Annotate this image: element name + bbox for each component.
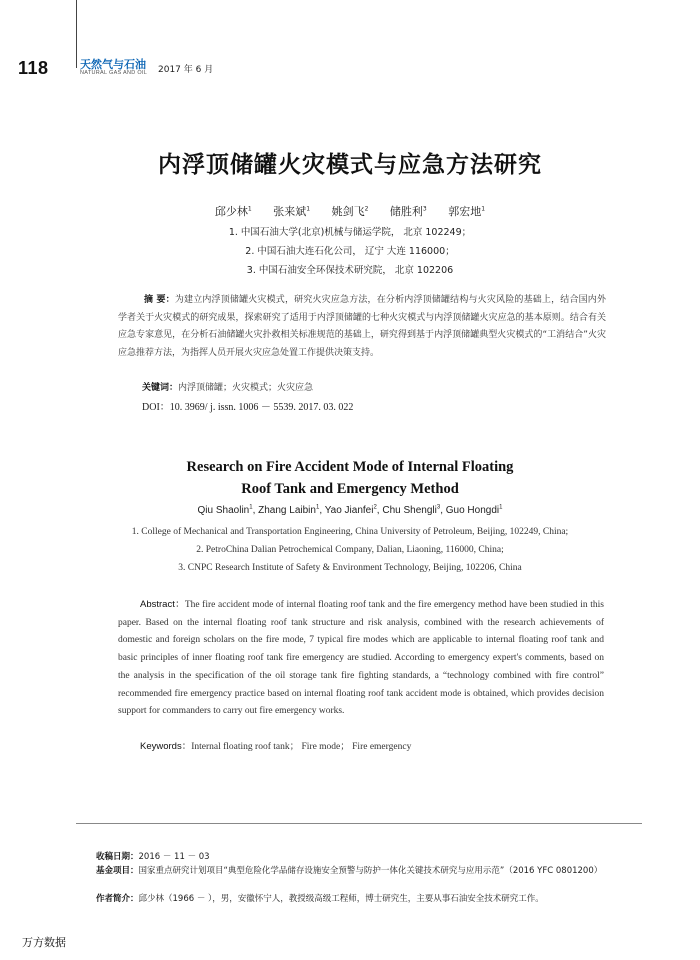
keywords-en-label: Keywords： [140, 741, 192, 752]
keywords-cn [142, 380, 313, 393]
affiliation-en: 3. CNPC Research Institute of Safety & Environment Technology, Beijing, 102206, China [178, 563, 522, 573]
footnote-received: 收稿日期：2016 － 11 － 03 [96, 852, 210, 862]
abstract-cn-label: 摘 要： [144, 295, 175, 305]
keywords-en [140, 738, 411, 752]
title-en-line: Roof Tank and Emergency Method [241, 481, 459, 497]
author-cn: 郭宏地$^1$ [448, 205, 486, 218]
abstract-cn [118, 292, 606, 362]
issue-date: 2017 年 6 月 [158, 65, 214, 75]
journal-logo-en: NATURAL GAS AND OIL [80, 70, 148, 76]
author-cn: 储胜利$^3$ [389, 205, 427, 218]
journal-logo-cn: 天然气与石油 [80, 58, 146, 71]
author-cn: 姚剑飞$^2$ [331, 205, 369, 218]
abstract-en [118, 596, 604, 721]
footnote-divider [76, 823, 642, 824]
affiliation-en: 2. PetroChina Dalian Petrochemical Company, Dalian, Liaoning, 116000, China; [196, 545, 504, 555]
affiliation-cn: 3. 中国石油安全环保技术研究院， 北京 102206 [246, 265, 454, 276]
author-cn: 张来斌$^1$ [273, 205, 311, 218]
keywords-cn-text: 内浮顶储罐；火灾模式；火灾应急 [178, 383, 314, 393]
title-en-line: Research on Fire Accident Mode of Internal Floating [186, 459, 514, 475]
footnote-fund: 基金项目：国家重点研究计划项目“典型危险化学品储存设施安全预警与防护一体化关键技术研究与应用示范”（2016 YFC 0801200） [96, 866, 603, 876]
abstract-cn-text: 为建立内浮顶储罐火灾模式，研究火灾应急方法，在分析内浮顶储罐结构与火灾风险的基础上，结合国内外学者关于火灾模式的研究成果，探索研究了适用于内浮顶储罐的七种火灾模式与内浮顶储罐火灾应急的基本原则。结合有关应急专家意见，在分析石油储罐火灾扑救相关标准规范的基础上，研究得到基于内浮顶储罐典型火灾模式的“工消结合”火灾应急推荐方法，为指挥人员开展火灾应急处置工作提供决策支持。 [118, 295, 606, 358]
footnote-author: 作者简介：邱少林（1966 － ），男，安徽怀宁人，教授级高级工程师，博士研究生，主要从事石油安全技术研究工作。 [96, 894, 544, 904]
footer-watermark: 万方数据 [22, 936, 66, 949]
abstract-en-text: The fire accident mode of internal floating roof tank and the fire emergency method have been studied in this paper. Based on the internal floating roof tank structure and risk analysis, combined with the research achievements of domestic and foreign scholars on the fire mode, 7 typical fire modes which are applicable to internal floating roof tank and basic principles of inner floating roof tank fire emergency are studied. According to emergency expert's comments, based on the analysis in the specification of the oil storage tank fire fighting standards, a “technology combined with fire control” recommended fire emergency practice based on internal floating roof tank accident mode is obtained, which provides decision support for commanders to carry out fire emergency works. [118, 600, 604, 717]
title-en [0, 456, 700, 500]
doi: DOI：10. 3969/ j. issn. 1006 － 5539. 2017. 03. 022 [142, 402, 354, 413]
author-en: Qiu Shaolin$^1$, [197, 505, 256, 517]
header-divider [76, 0, 77, 68]
keywords-en-text: Internal floating roof tank； Fire mode； Fire emergency [191, 742, 412, 752]
authors-en [0, 505, 700, 516]
page-number: 118 [18, 58, 49, 78]
page-title: 内浮顶储罐火灾模式与应急方法研究 [158, 151, 542, 178]
author-en: Chu Shengli$^3$, [382, 505, 443, 517]
author-en: Guo Hongdi$^1$ [445, 505, 503, 517]
affiliation-cn: 1. 中国石油大学(北京)机械与储运学院， 北京 102249； [228, 227, 472, 238]
author-en: Yao Jianfei$^2$, [324, 505, 380, 517]
authors-cn [0, 203, 700, 219]
abstract-en-label: Abstract： [140, 599, 185, 610]
affiliation-en: 1. College of Mechanical and Transportation Engineering, China University of Petroleum, Beijing, 102249, China; [131, 527, 569, 537]
author-en: Zhang Laibin$^1$, [258, 505, 323, 517]
keywords-cn-label: 关键词： [142, 383, 179, 393]
affiliation-cn: 2. 中国石油大连石化公司， 辽宁 大连 116000； [245, 246, 455, 257]
author-cn: 邱少林$^1$ [214, 205, 252, 218]
